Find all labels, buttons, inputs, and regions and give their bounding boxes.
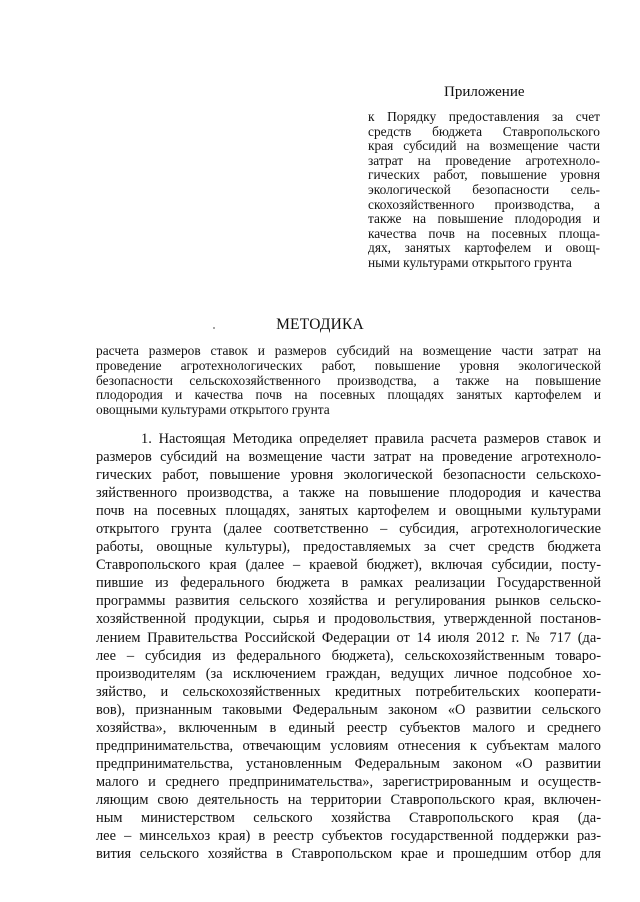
body-line: открытого грунта (далее соответственно – субсидия, агротехнологические — [96, 521, 601, 538]
body-line: ляющим свою деятельность на территории Ставропольского края, включен- — [96, 791, 601, 808]
body-line: хозяйства», включенным в единый реестр субъектов малого и среднего — [96, 719, 601, 736]
subtitle-line: проведение агротехнологических работ, повышение уровня экологической — [96, 357, 601, 373]
body-line: размеров субсидий на возмещение части затрат на проведение агротехноло- — [96, 449, 601, 466]
appendix-line: гических работ, повышение уровня — [368, 167, 600, 183]
body-line: производителям (за исключением граждан, ведущих личное подсобное хо- — [96, 665, 601, 682]
body-line: пившие из федерального бюджета в рамках реализации Государственной — [96, 575, 601, 592]
body-line: лее – субсидия из федерального бюджета), сельскохозяйственным товаро- — [96, 647, 601, 664]
appendix-line: дях, занятых картофелем и овощ- — [368, 240, 600, 256]
body-line: работы, овощные культуры), предоставляемых за счет средств бюджета — [96, 539, 601, 556]
body-line: почв на посевных площадях, занятых картофелем и овощными культурами — [96, 503, 601, 520]
document-subtitle — [96, 344, 601, 418]
body-line: зяйство, и сельскохозяйственных кредитных потребительских кооперати- — [96, 683, 601, 700]
appendix-title: Приложение — [444, 84, 525, 100]
body-paragraph — [96, 430, 601, 863]
appendix-line: средств бюджета Ставропольского — [368, 123, 600, 139]
body-line: ным министерством сельского хозяйства Ставропольского края (да- — [96, 809, 601, 826]
body-line: Ставропольского края (далее – краевой бюджет), включая субсидии, посту- — [96, 557, 601, 574]
body-line: предпринимательства, отвечающим условиям отнесения к субъектам малого — [96, 737, 601, 754]
subtitle-line: безопасности сельскохозяйственного производства, а также на повышение — [96, 372, 601, 388]
appendix-reference — [368, 110, 600, 271]
body-line: гических работ, повышение уровня экологической безопасности сельскохо- — [96, 467, 601, 484]
appendix-line: ными культурами открытого грунта — [368, 254, 572, 270]
appendix-line: к Порядку предоставления за счет — [368, 109, 600, 124]
appendix-line: качества почв на посевных площа- — [368, 225, 600, 241]
body-line: хозяйственной продукции, сырья и продовольствия, утвержденной постанов- — [96, 611, 601, 628]
body-line: лее – минсельхоз края) в реестр субъектов государственной поддержки раз- — [96, 828, 601, 845]
body-line: предпринимательства, установленным Федеральным законом «О развитии — [96, 755, 601, 772]
appendix-line: скохозяйственного производства, а — [368, 196, 600, 212]
body-line: зяйственного производства, а также на повышение плодородия и качества — [96, 485, 601, 502]
subtitle-line: плодородия и качества почв на посевных площадях занятых картофелем и — [96, 387, 601, 403]
appendix-line: также на повышение плодородия и — [368, 211, 600, 227]
subtitle-line: овощными культурами открытого грунта — [96, 402, 330, 418]
subtitle-line: расчета размеров ставок и размеров субсидий на возмещение части затрат на — [96, 343, 601, 358]
appendix-line: затрат на проведение агротехноло- — [368, 152, 600, 168]
document-title: МЕТОДИКА — [276, 316, 364, 333]
body-line: вития сельского хозяйства в Ставропольском крае и прошедшим отбор для — [96, 846, 601, 863]
body-line: лением Правительства Российской Федерации от 14 июля 2012 г. № 717 (да- — [96, 629, 601, 646]
body-line: 1. Настоящая Методика определяет правила расчета размеров ставок и — [141, 431, 601, 447]
body-line: программы развития сельского хозяйства и регулирования рынков сельско- — [96, 593, 601, 610]
body-line: малого и среднего предпринимательства», зарегистрированным и осуществ- — [96, 773, 601, 790]
appendix-line: экологической безопасности сель- — [368, 181, 600, 197]
body-line: вов), признанным таковыми Федеральным законом «О развитии сельского — [96, 701, 601, 718]
appendix-line: края субсидий на возмещение части — [368, 138, 600, 154]
